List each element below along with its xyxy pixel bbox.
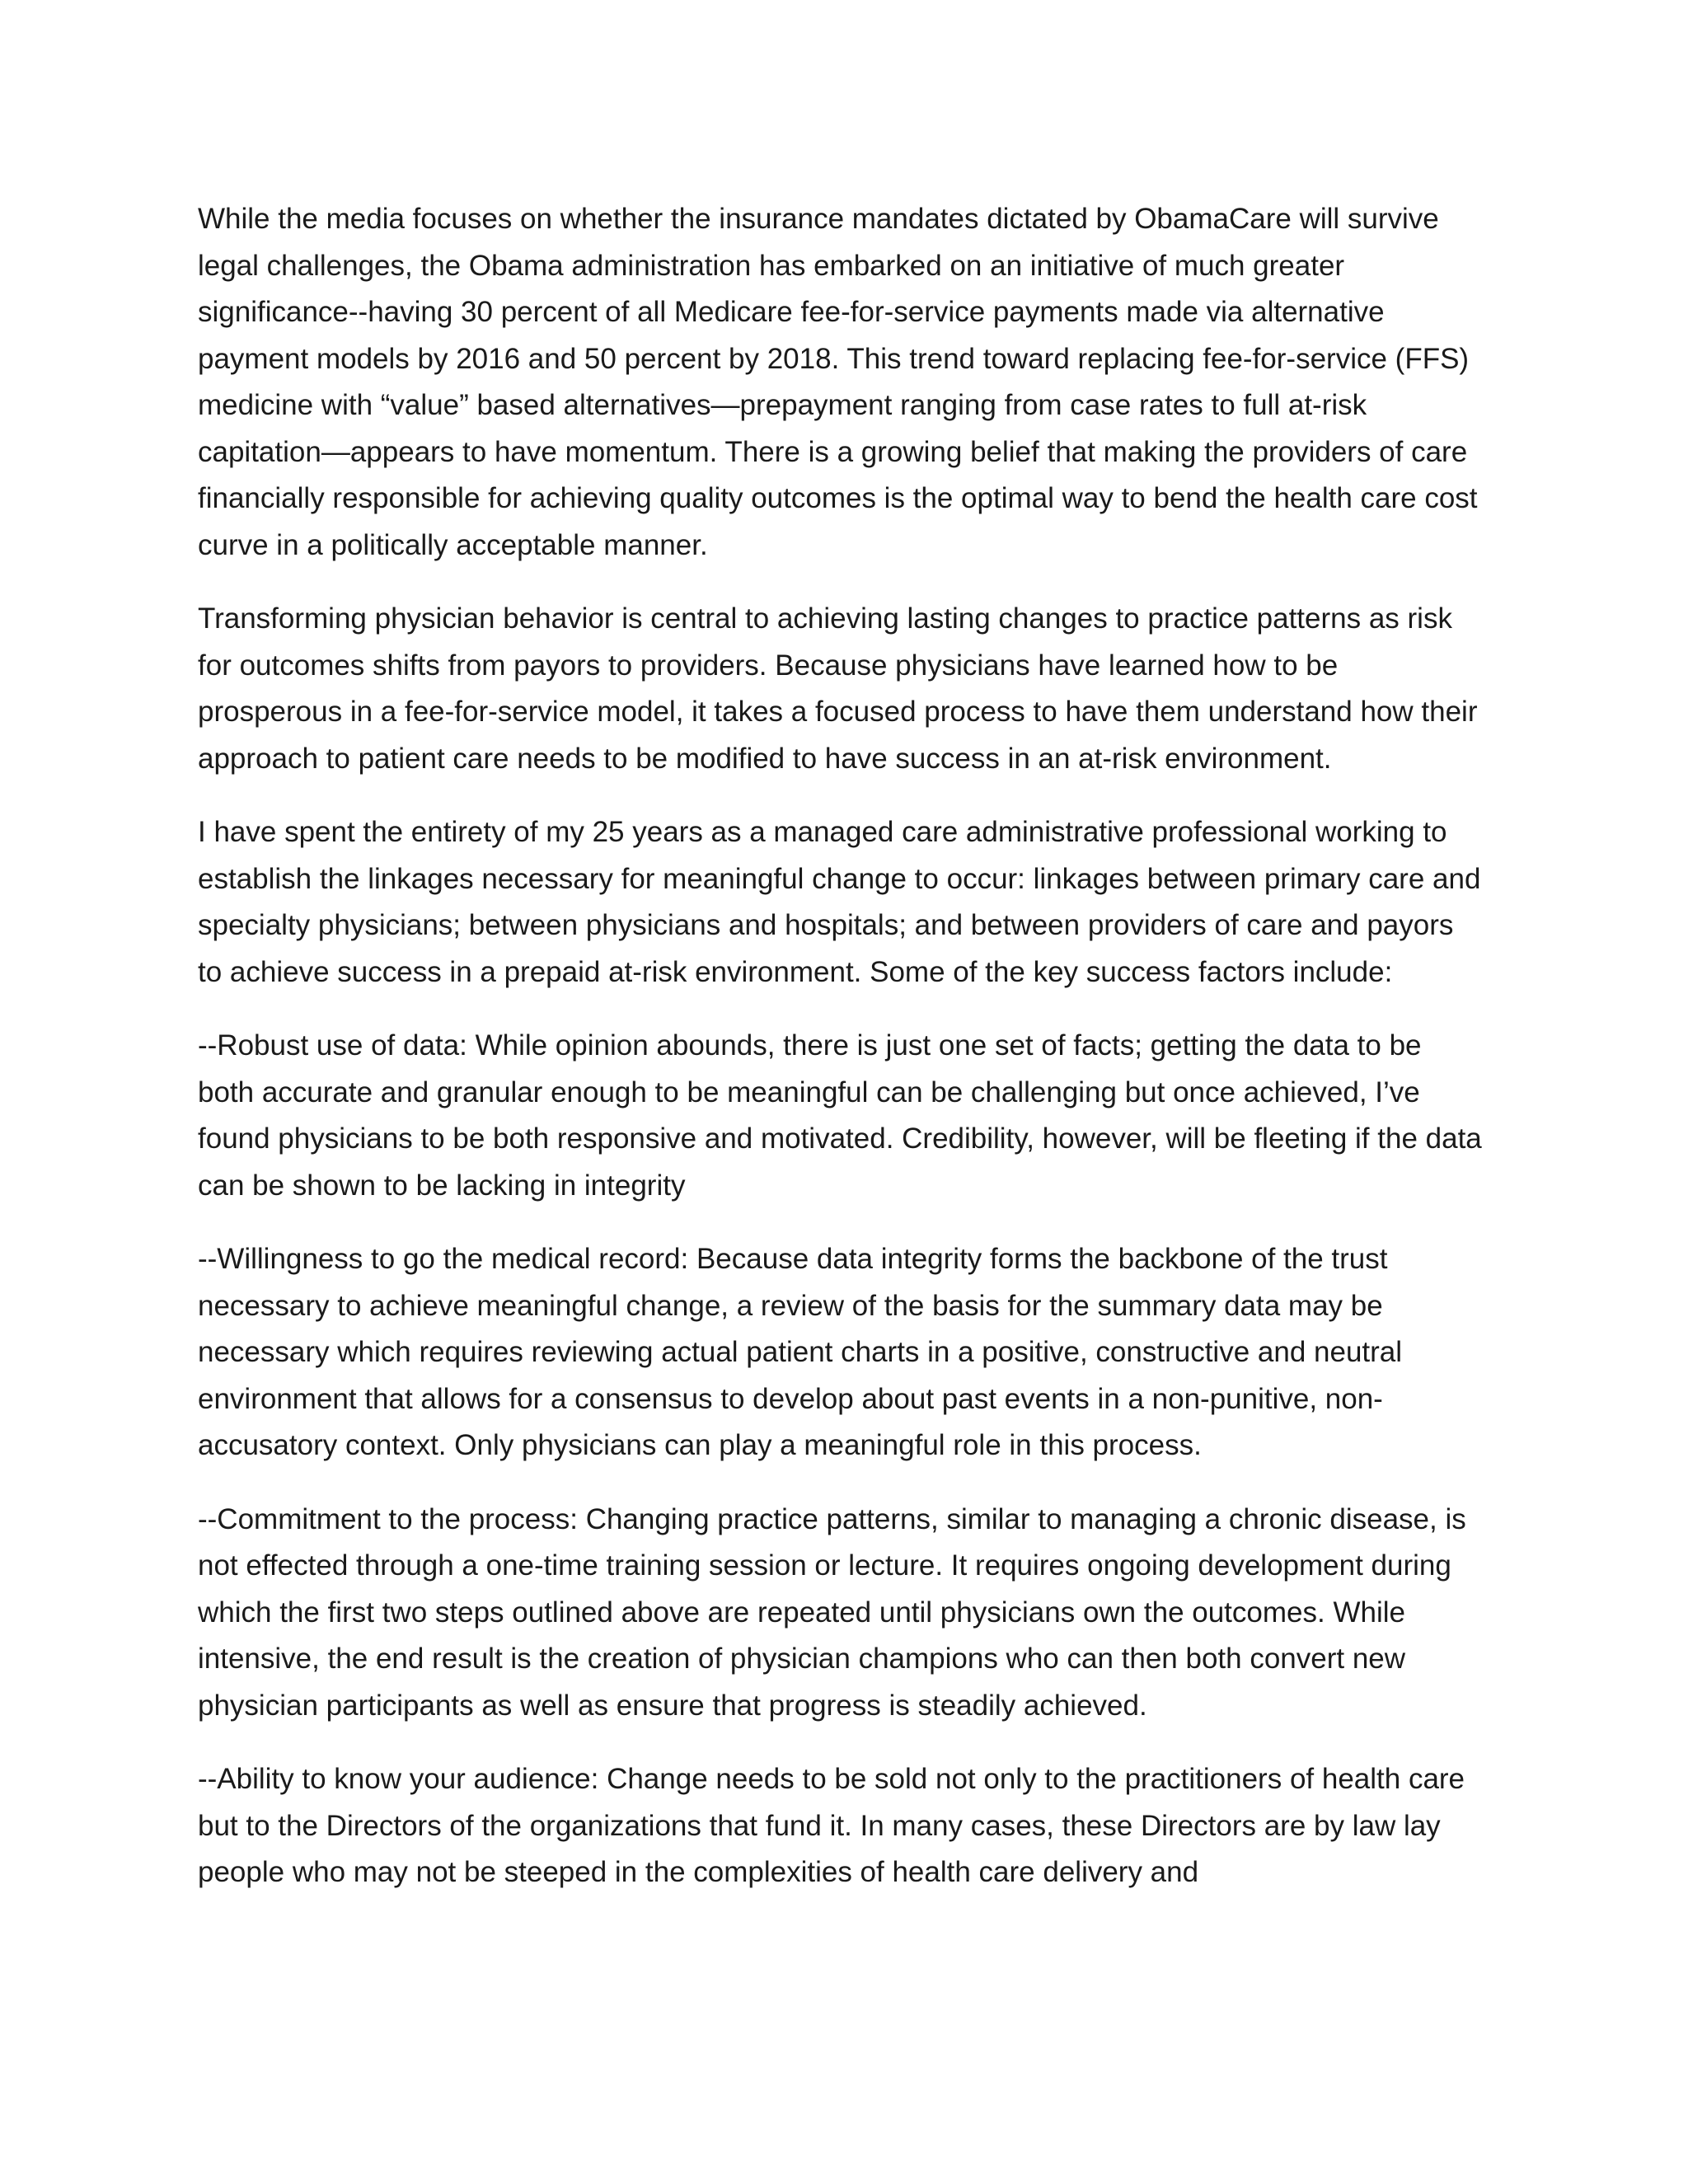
document-body — [198, 196, 1484, 1924]
paragraph-robust-use-of-data: --Robust use of data: While opinion abounds, there is just one set of facts; getting the data to be both accurate and granular enough to be meaningful can be challenging but once achieved, I’ve found physicians to be both responsive and motivated. Credibility, however, will be fleeting if the data can be shown to be lacking in integrity — [198, 1029, 1482, 1202]
paragraph-author-experience: I have spent the entirety of my 25 years as a managed care administrative professional working to establish the linkages necessary for meaningful change to occur: linkages between primary care and specialty physicians; between physicians and hospitals; and between providers of care and payors to achieve success in a prepaid at-risk environment. Some of the key success factors include: — [198, 816, 1481, 988]
paragraph-know-your-audience: --Ability to know your audience: Change needs to be sold not only to the practitioners of health care but to the Directors of the organizations that fund it. In many cases, these Directors are by law lay people who may not be steeped in the complexities of health care delivery and — [198, 1763, 1465, 1888]
paragraph-medical-record: --Willingness to go the medical record: Because data integrity forms the backbone of the trust necessary to achieve meaningful change, a review of the basis for the summary data may be necessary which requires reviewing actual patient charts in a positive, constructive and neutral environment that allows for a consensus to develop about past events in a non-punitive, non-accusatory context. Only physicians can play a meaningful role in this process. — [198, 1243, 1403, 1461]
paragraph-commitment-to-process: --Commitment to the process: Changing practice patterns, similar to managing a chronic disease, is not effected through a one-time training session or lecture. It requires ongoing development during which the first two steps outlined above are repeated until physicians own the outcomes. While intensive, the end result is the creation of physician champions who can then both convert new physician participants as well as ensure that progress is steadily achieved. — [198, 1502, 1466, 1722]
paragraph-physician-behavior: Transforming physician behavior is central to achieving lasting changes to practice patterns as risk for outcomes shifts from payors to providers. Because physicians have learned how to be prosperous in a fee-for-service model, it takes a focused process to have them understand how their approach to patient care needs to be modified to have success in an at-risk environment. — [198, 602, 1478, 775]
paragraph-medicare-payment-initiative: While the media focuses on whether the insurance mandates dictated by ObamaCare will survive legal challenges, the Obama administration has embarked on an initiative of much greater significance--having 30 percent of all Medicare fee-for-service payments made via alternative payment models by 2016 and 50 percent by 2018. This trend toward replacing fee-for-service (FFS) medicine with “value” based alternatives—prepayment ranging from case rates to full at-risk capitation—appears to have momentum. There is a growing belief that making the providers of care financially responsible for achieving quality outcomes is the optimal way to bend the health care cost curve in a politically acceptable manner. — [198, 203, 1478, 561]
